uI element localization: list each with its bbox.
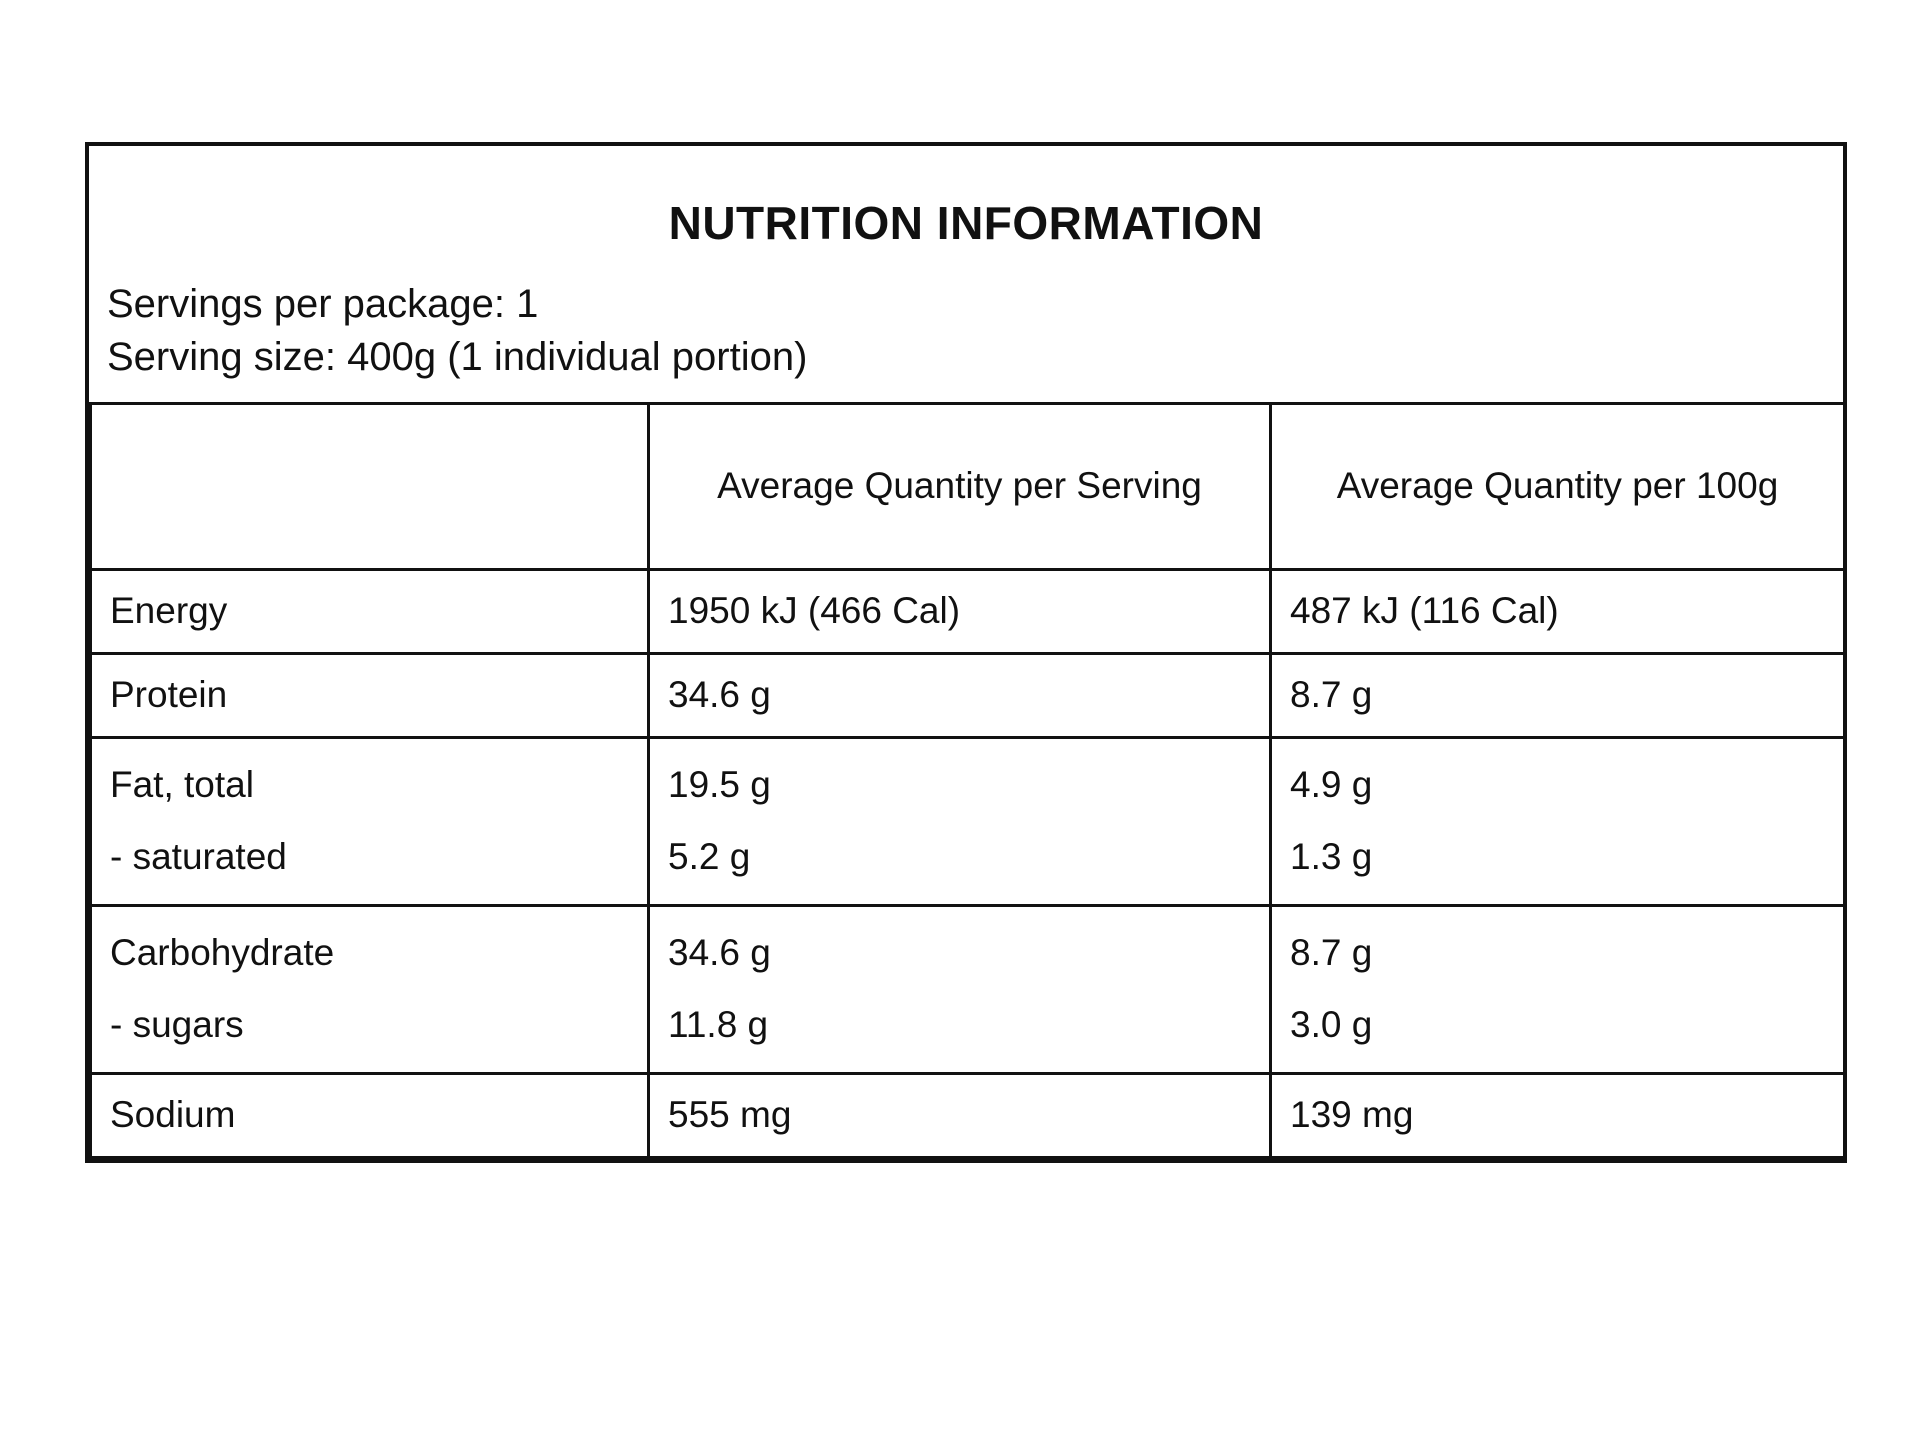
table-header (91, 403, 1845, 569)
table-row (91, 1073, 1845, 1157)
column-header-per-100g: Average Quantity per 100g (1271, 403, 1845, 569)
nutrient-sublabel: - saturated (91, 821, 649, 905)
nutrient-label: Carbohydrate (91, 905, 649, 989)
nutrition-information-panel (85, 142, 1847, 1163)
value-per-serving: 19.5 g (649, 737, 1271, 821)
value-per-serving: 1950 kJ (466 Cal) (649, 569, 1271, 653)
nutrient-sublabel: - sugars (91, 989, 649, 1073)
table-row (91, 989, 1845, 1073)
value-per-100g: 139 mg (1271, 1073, 1845, 1157)
nutrient-label: Fat, total (91, 737, 649, 821)
nutrition-table (89, 402, 1846, 1159)
table-row (91, 821, 1845, 905)
value-per-100g: 1.3 g (1271, 821, 1845, 905)
nutrient-label: Sodium (91, 1073, 649, 1157)
nutrient-label: Energy (91, 569, 649, 653)
servings-per-package: Servings per package: 1 (107, 282, 539, 326)
value-per-serving: 11.8 g (649, 989, 1271, 1073)
value-per-100g: 3.0 g (1271, 989, 1845, 1073)
column-header-per-serving: Average Quantity per Serving (649, 403, 1271, 569)
table-row (91, 737, 1845, 821)
value-per-100g: 487 kJ (116 Cal) (1271, 569, 1845, 653)
value-per-100g: 8.7 g (1271, 653, 1845, 737)
table-row (91, 569, 1845, 653)
table-row (91, 905, 1845, 989)
value-per-serving: 34.6 g (649, 905, 1271, 989)
table-header-row (91, 403, 1845, 569)
value-per-100g: 4.9 g (1271, 737, 1845, 821)
value-per-100g: 8.7 g (1271, 905, 1845, 989)
table-row (91, 653, 1845, 737)
nutrient-label: Protein (91, 653, 649, 737)
serving-size: Serving size: 400g (1 individual portion) (107, 334, 808, 379)
page-title: NUTRITION INFORMATION (668, 197, 1264, 249)
serving-details (89, 278, 1843, 402)
column-header-nutrient (91, 403, 649, 569)
table-body (91, 569, 1845, 1157)
value-per-serving: 34.6 g (649, 653, 1271, 737)
value-per-serving: 5.2 g (649, 821, 1271, 905)
value-per-serving: 555 mg (649, 1073, 1271, 1157)
